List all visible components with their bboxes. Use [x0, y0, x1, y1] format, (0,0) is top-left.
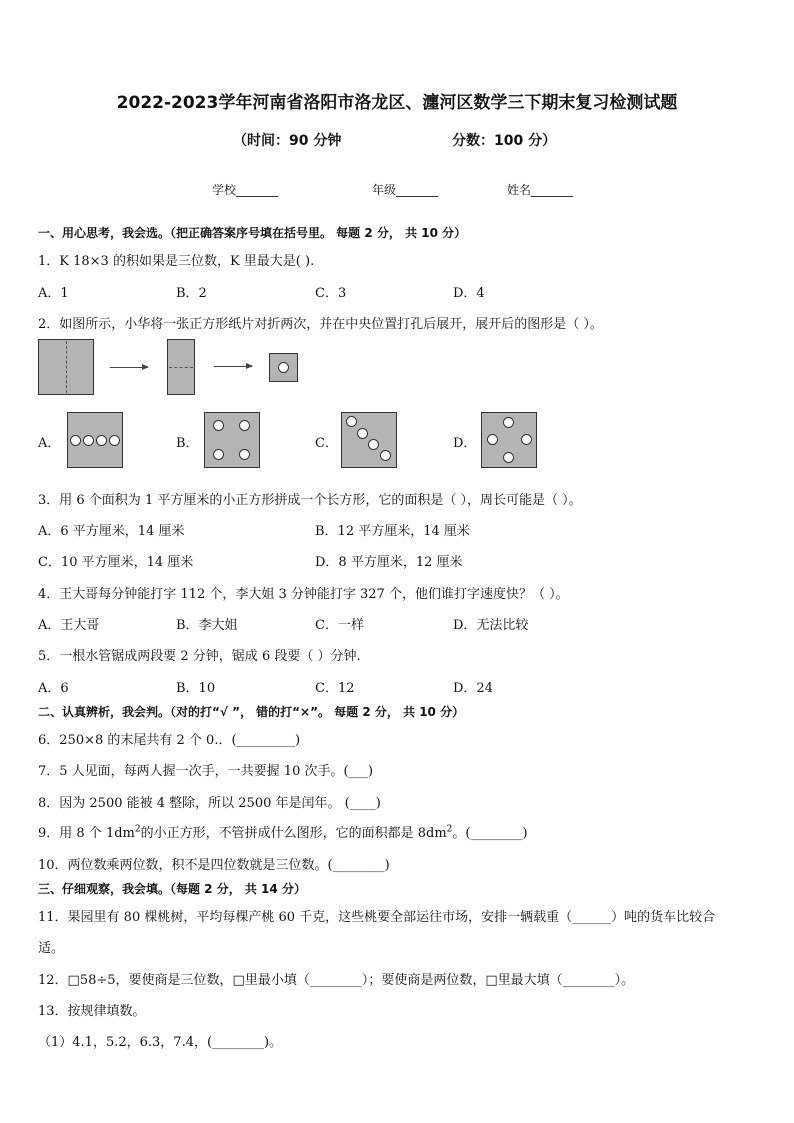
- exam-score: 分数：100 分）: [452, 133, 557, 149]
- q4-option-b[interactable]: B．李大姐: [176, 618, 238, 633]
- school-field[interactable]: 学校_______: [212, 183, 279, 197]
- question-8[interactable]: 8．因为 2500 能被 4 整除，所以 2500 年是闰年。 (____): [38, 796, 381, 811]
- q2-option-d-label[interactable]: D．: [453, 436, 477, 451]
- q1-option-d[interactable]: D．4: [453, 286, 485, 301]
- q4-option-c[interactable]: C．一样: [315, 618, 364, 633]
- q3-option-d[interactable]: D．8 平方厘米，12 厘米: [315, 555, 463, 570]
- q5-option-b[interactable]: B．10: [176, 681, 216, 696]
- q2-option-a-label[interactable]: A．: [38, 436, 61, 451]
- q3-option-b[interactable]: B．12 平方厘米，14 厘米: [315, 524, 470, 539]
- q3-option-a[interactable]: A．6 平方厘米，14 厘米: [38, 524, 185, 539]
- question-11[interactable]: 11．果园里有 80 棵桃树，平均每棵产桃 60 千克，这些桃要全部运往市场，安排一辆载重（______）吨的货车比较合: [38, 910, 716, 925]
- q2-option-c-label[interactable]: C．: [315, 436, 338, 451]
- question-1: 1．K 18×3 的积如果是三位数，K 里最大是( ).: [38, 254, 315, 269]
- q1-option-a[interactable]: A．1: [38, 286, 69, 301]
- q1-option-b[interactable]: B．2: [176, 286, 207, 301]
- question-9[interactable]: 9．用 8 个 $1dm^2$的小正方形，不管拼成什么图形，它的面积都是 $8dm^2$。(________): [38, 824, 528, 841]
- q3-option-c[interactable]: C．10 平方厘米，14 厘米: [38, 555, 194, 570]
- q5-option-d[interactable]: D．24: [453, 681, 493, 696]
- question-7[interactable]: 7．5 人见面，每两人握一次手，一共要握 10 次手。(___): [38, 764, 374, 779]
- section-1-heading: 一、用心思考，我会选。（把正确答案序号填在括号里。 每题 2 分， 共 10 分）: [38, 226, 467, 240]
- grade-field[interactable]: 年级_______: [372, 183, 439, 197]
- page-title: 2022-2023学年河南省洛阳市洛龙区、瀍河区数学三下期末复习检测试题: [116, 93, 678, 113]
- q4-option-d[interactable]: D．无法比较: [453, 618, 529, 633]
- name-field[interactable]: 姓名_______: [507, 183, 574, 197]
- q5-option-a[interactable]: A．6: [38, 681, 69, 696]
- question-6[interactable]: 6．250×8 的末尾共有 2 个 0.．(_________): [38, 733, 301, 748]
- q2-option-b-label[interactable]: B．: [176, 436, 199, 451]
- question-13-part-1[interactable]: （1）4.1，5.2，6.3，7.4，(________)。: [38, 1035, 283, 1050]
- question-10[interactable]: 10．两位数乘两位数，积不是四位数就是三位数。(________): [38, 858, 390, 873]
- q1-option-c[interactable]: C．3: [315, 286, 347, 301]
- question-11-cont: 适。: [38, 941, 65, 956]
- arrow-icon: [214, 366, 252, 367]
- question-3: 3．用 6 个面积为 1 平方厘米的小正方形拼成一个长方形，它的面积是（ ），周长可能是（ ）。: [38, 493, 582, 508]
- exam-time: （时间：90 分钟: [233, 133, 342, 149]
- section-3-heading: 三、仔细观察，我会填。（每题 2 分， 共 14 分）: [38, 882, 306, 896]
- question-2: 2．如图所示，小华将一张正方形纸片对折两次，并在中央位置打孔后展开，展开后的图形是（ ）。: [38, 317, 603, 332]
- q4-option-a[interactable]: A．王大哥: [38, 618, 100, 633]
- question-12[interactable]: 12．□58÷5，要使商是三位数，□里最小填（________）；要使商是两位数，□里最大填（________）。: [38, 973, 635, 988]
- q5-option-c[interactable]: C．12: [315, 681, 355, 696]
- question-13: 13．按规律填数。: [38, 1004, 146, 1019]
- section-2-heading: 二、认真辨析，我会判。（对的打“√ ”， 错的打“×”。 每题 2 分， 共 10 分）: [38, 705, 465, 719]
- question-5: 5．一根水管锯成两段要 2 分钟，锯成 6 段要（ ）分钟.: [38, 649, 361, 664]
- arrow-icon: [110, 367, 148, 368]
- question-4: 4．王大哥每分钟能打字 112 个，李大姐 3 分钟能打字 327 个，他们谁打字速度快？（ ）。: [38, 587, 569, 602]
